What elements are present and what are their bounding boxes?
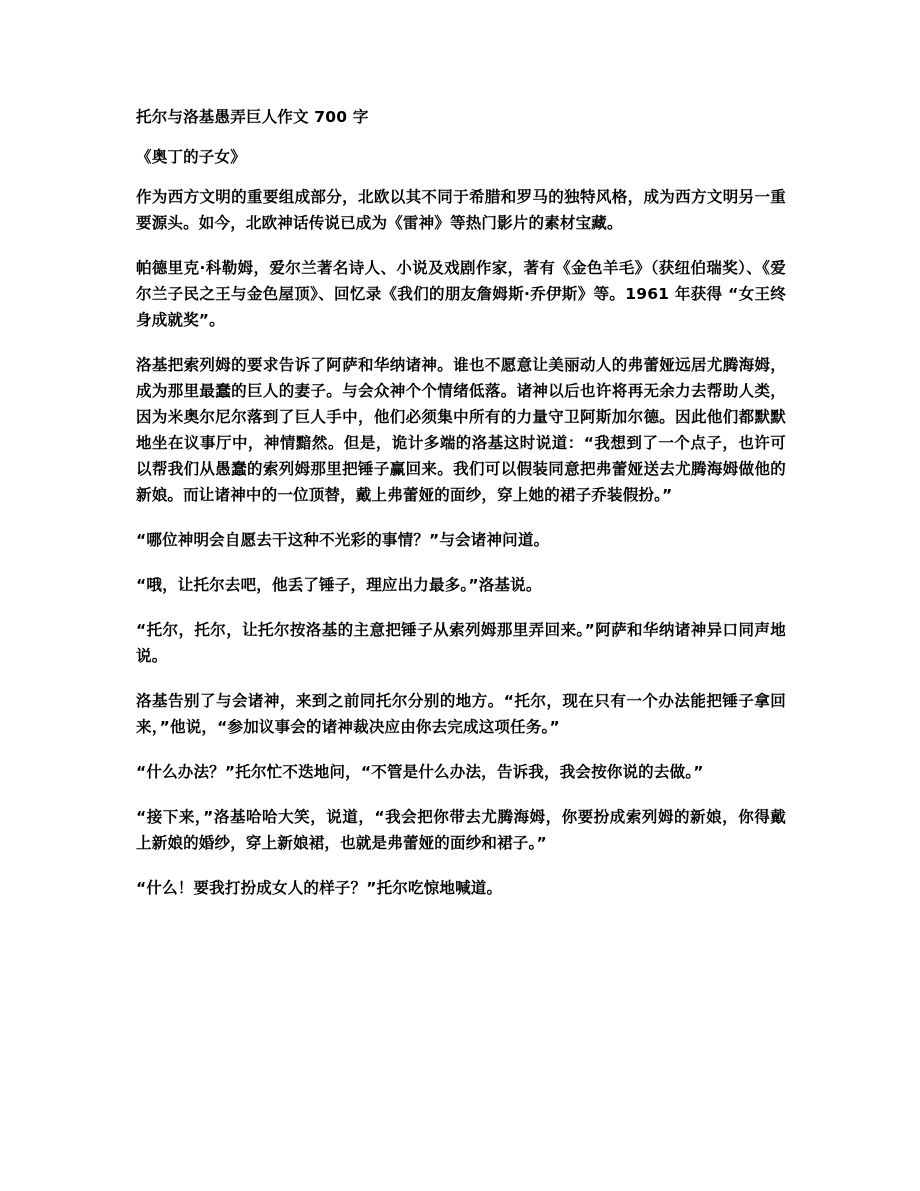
paragraph: 洛基把索列姆的要求告诉了阿萨和华纳诸神。谁也不愿意让美丽动人的弗蕾娅远居尤腾海姆，成为那里最蠢的巨人的妻子。与会众神个个情绪低落。诸神以后也许将再无余力去帮助人类，因为米奥尔尼尔落到了巨人手中，他们必须集中所有的力量守卫阿斯加尔德。因此他们都默默地坐在议事厅中，神情黯然。但是，诡计多端的洛基这时说道：“我想到了一个点子，也许可以帮我们从愚蠢的索列姆那里把锤子赢回来。我们可以假装同意把弗蕾娅送去尤腾海姆做他的新娘。而让诸神中的一位顶替，戴上弗蕾娅的面纱，穿上她的裙子乔装假扮。” bbox=[136, 356, 786, 504]
paragraph: 帕德里克·科勒姆，爱尔兰著名诗人、小说及戏剧作家，著有《金色羊毛》（获纽伯瑞奖）、《爱尔兰子民之王与金色屋顶》、回忆录《我们的朋友詹姆斯·乔伊斯》等。1961 年获得 “女王终身成就奖”。 bbox=[136, 259, 786, 329]
paragraph: “什么！要我打扮成女人的样子？”托尔吃惊地喊道。 bbox=[136, 879, 503, 897]
document-title: 托尔与洛基愚弄巨人作文 700 字 bbox=[136, 108, 369, 126]
document-subtitle: 《奥丁的子女》 bbox=[136, 148, 246, 166]
paragraph: 洛基告别了与会诸神，来到之前同托尔分别的地方。“托尔，现在只有一个办法能把锤子拿回来，”他说，“参加议事会的诸神裁决应由你去完成这项任务。” bbox=[136, 692, 786, 736]
paragraph: “托尔，托尔，让托尔按洛基的主意把锤子从索列姆那里弄回来。”阿萨和华纳诸神异口同声地说。 bbox=[136, 621, 786, 665]
paragraph: “什么办法？”托尔忙不迭地问，“不管是什么办法，告诉我，我会按你说的去做。” bbox=[136, 763, 704, 781]
document-page bbox=[136, 104, 786, 920]
paragraph: “哪位神明会自愿去干这种不光彩的事情？”与会诸神问道。 bbox=[136, 531, 550, 549]
paragraph: “哦，让托尔去吧，他丢了锤子，理应出力最多。”洛基说。 bbox=[136, 576, 542, 594]
paragraph: 作为西方文明的重要组成部分，北欧以其不同于希腊和罗马的独特风格，成为西方文明另一重要源头。如今，北欧神话传说已成为《雷神》等热门影片的素材宝藏。 bbox=[136, 188, 786, 232]
paragraph: “接下来，”洛基哈哈大笑，说道，“我会把你带去尤腾海姆，你要扮成索列姆的新娘，你得戴上新娘的婚纱，穿上新娘裙，也就是弗蕾娅的面纱和裙子。” bbox=[136, 808, 786, 852]
